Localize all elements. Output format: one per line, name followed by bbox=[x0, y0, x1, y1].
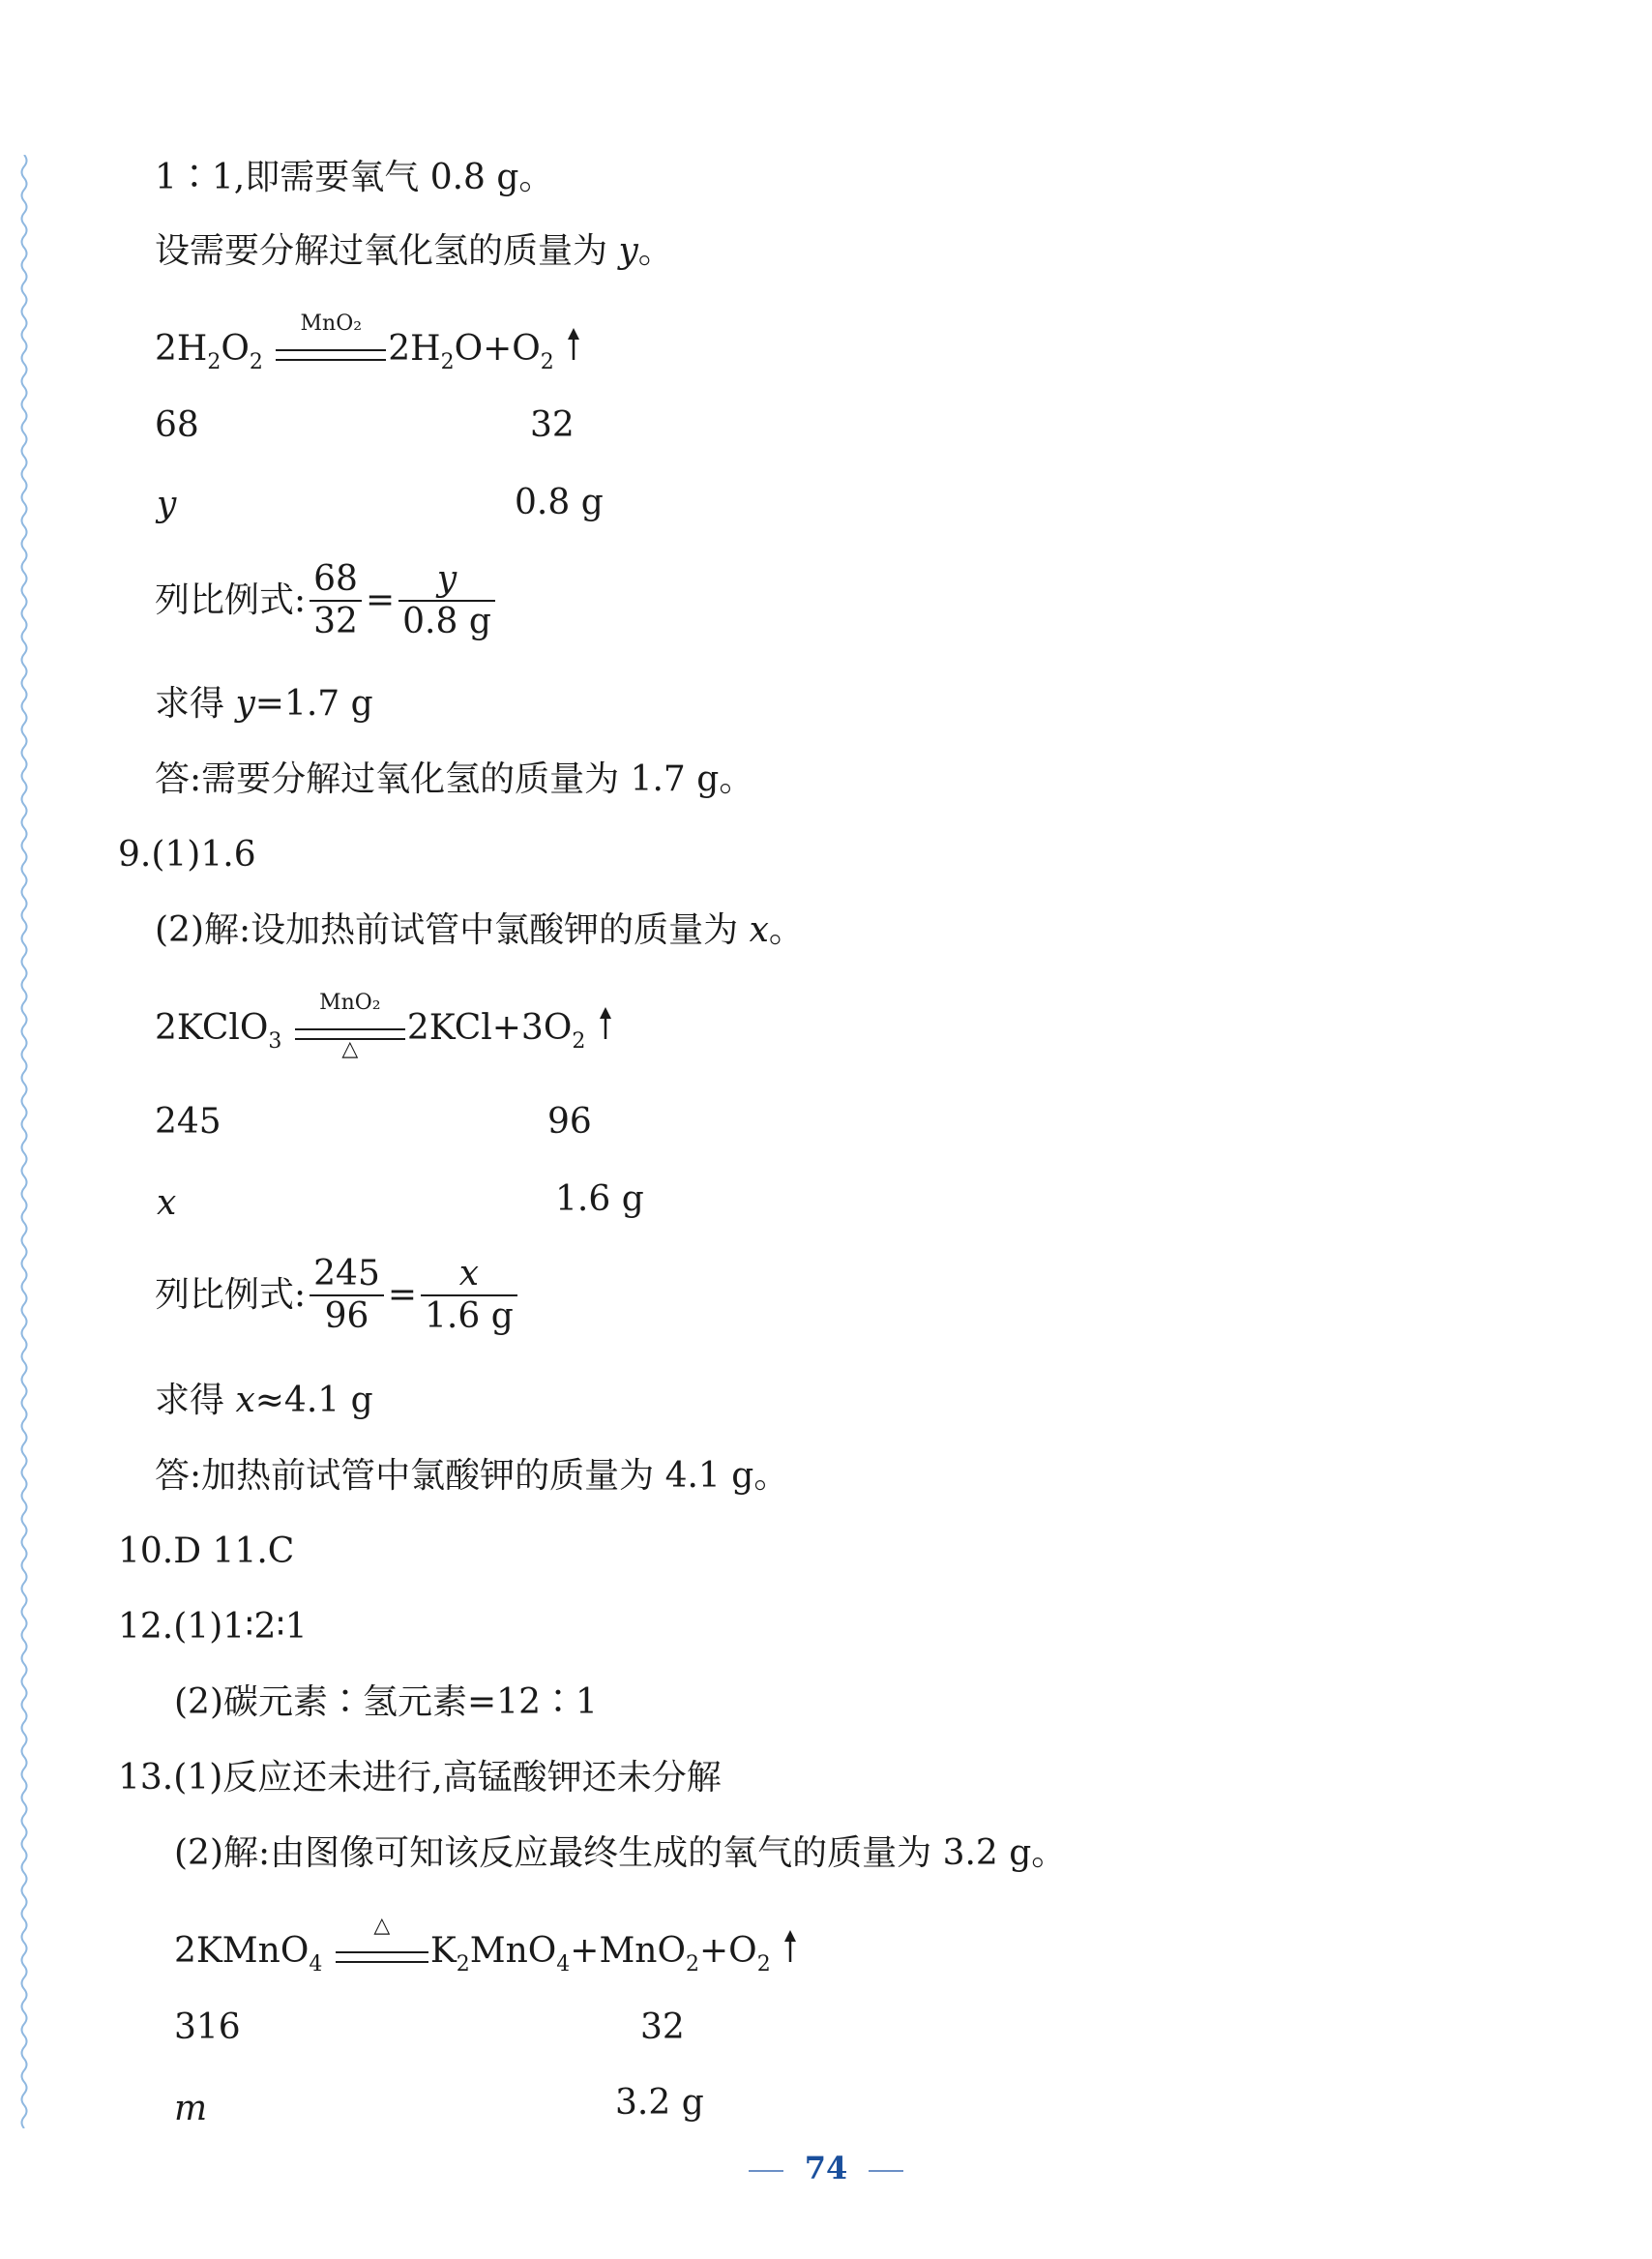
answer-2: 答:加热前试管中氯酸钾的质量为 4.1 g。 bbox=[155, 1456, 789, 1496]
question-9-part-2 bbox=[155, 909, 804, 952]
ratio-row-mass-2-left: x bbox=[157, 1183, 177, 1223]
answer-1: 答:需要分解过氧化氢的质量为 1.7 g。 bbox=[155, 759, 754, 799]
formula-part: MnO bbox=[469, 1931, 557, 1971]
ratio-row-molar-3-right: 32 bbox=[640, 2007, 685, 2047]
reaction-condition bbox=[274, 312, 388, 372]
text: 求得 bbox=[155, 684, 236, 724]
gas-arrow-icon bbox=[597, 1006, 614, 1041]
text: 。 bbox=[637, 231, 673, 271]
subscript: 2 bbox=[207, 350, 221, 374]
text: 。 bbox=[768, 910, 804, 950]
ratio-row-mass-2-right: 1.6 g bbox=[555, 1179, 644, 1219]
subscript: 4 bbox=[309, 1952, 323, 1977]
question-12-part-2: (2)碳元素∶氢元素=12∶1 bbox=[174, 1682, 598, 1722]
line-oxygen-needed: 1∶1,即需要氧气 0.8 g。 bbox=[155, 158, 554, 197]
formula-part: O bbox=[221, 329, 250, 369]
denominator: 96 bbox=[324, 1296, 369, 1336]
ratio-row-molar-1-right: 32 bbox=[530, 405, 575, 445]
gas-arrow-icon bbox=[565, 327, 582, 362]
proportion-2 bbox=[155, 1254, 521, 1337]
reaction-condition bbox=[293, 991, 407, 1061]
line-let-y bbox=[155, 230, 673, 273]
variable-y: y bbox=[618, 231, 638, 271]
page-number-dash-left bbox=[749, 2170, 783, 2172]
formula-part: 2H bbox=[388, 329, 441, 369]
ratio-row-mass-3-left: m bbox=[174, 2089, 208, 2128]
fraction bbox=[398, 559, 495, 642]
page-number-dash-right bbox=[869, 2170, 903, 2172]
formula-part: 2KClO bbox=[155, 1008, 269, 1048]
heat-symbol: △ bbox=[341, 1037, 359, 1061]
equation-kclo3 bbox=[155, 991, 614, 1063]
fraction bbox=[310, 559, 362, 642]
heat-symbol: △ bbox=[373, 1914, 391, 1938]
formula-part: +O bbox=[699, 1931, 757, 1971]
ratio-row-molar-2-left: 245 bbox=[155, 1102, 221, 1142]
subscript: 2 bbox=[540, 350, 554, 374]
ratio-row-molar-3-left: 316 bbox=[174, 2007, 241, 2047]
text: ≈4.1 g bbox=[254, 1381, 373, 1420]
formula-part: O+O bbox=[454, 329, 541, 369]
solve-x bbox=[155, 1380, 373, 1422]
solve-y bbox=[155, 683, 373, 726]
question-12-part-1: 12.(1)1∶2∶1 bbox=[118, 1607, 308, 1647]
subscript: 2 bbox=[686, 1952, 700, 1977]
question-13-part-2: (2)解:由图像可知该反应最终生成的氧气的质量为 3.2 g。 bbox=[174, 1833, 1067, 1873]
equals: = bbox=[365, 580, 396, 620]
subscript: 2 bbox=[456, 1952, 470, 1977]
text: 设需要分解过氧化氢的质量为 bbox=[155, 231, 619, 271]
page-number bbox=[0, 2150, 1652, 2186]
formula-part: 2H bbox=[155, 329, 208, 369]
questions-10-11: 10.D 11.C bbox=[118, 1531, 295, 1571]
numerator: 68 bbox=[310, 559, 362, 602]
subscript: 2 bbox=[440, 350, 455, 374]
numerator: 245 bbox=[310, 1254, 384, 1296]
denominator: 1.6 g bbox=[425, 1296, 514, 1336]
subscript: 2 bbox=[756, 1952, 771, 1977]
numerator: x bbox=[421, 1254, 517, 1296]
formula-part: +MnO bbox=[570, 1931, 687, 1971]
page-number-text: 74 bbox=[804, 2150, 848, 2186]
text: 求得 bbox=[155, 1381, 236, 1420]
subscript: 3 bbox=[268, 1029, 282, 1054]
formula-part: 2KMnO bbox=[174, 1931, 310, 1971]
question-13-part-1: 13.(1)反应还未进行,高锰酸钾还未分解 bbox=[118, 1758, 722, 1798]
question-9-part-1: 9.(1)1.6 bbox=[118, 835, 256, 875]
equals: = bbox=[387, 1275, 418, 1315]
double-line bbox=[336, 1951, 428, 1963]
proportion-label: 列比例式: bbox=[155, 1275, 307, 1315]
equation-h2o2 bbox=[155, 312, 582, 384]
fraction bbox=[310, 1254, 384, 1337]
double-line bbox=[276, 349, 386, 361]
text: (2)解:设加热前试管中氯酸钾的质量为 bbox=[155, 910, 750, 950]
equation-kmno4 bbox=[174, 1914, 799, 1986]
subscript: 2 bbox=[249, 350, 263, 374]
text: =1.7 g bbox=[254, 684, 373, 724]
ratio-row-mass-1-right: 0.8 g bbox=[515, 483, 604, 522]
numerator: y bbox=[398, 559, 495, 602]
proportion-label: 列比例式: bbox=[155, 580, 307, 620]
proportion-1 bbox=[155, 559, 499, 642]
formula-part: 2KCl+3O bbox=[406, 1008, 573, 1048]
variable-x: x bbox=[749, 910, 769, 950]
wavy-margin-border bbox=[17, 155, 31, 2128]
denominator: 0.8 g bbox=[402, 602, 491, 641]
ratio-row-mass-1-left: y bbox=[157, 485, 177, 524]
subscript: 2 bbox=[572, 1029, 586, 1054]
variable-y: y bbox=[235, 684, 255, 724]
ratio-row-molar-1-left: 68 bbox=[155, 405, 199, 445]
gas-arrow-icon bbox=[782, 1929, 799, 1964]
catalyst-label: MnO₂ bbox=[319, 991, 381, 1015]
ratio-row-molar-2-right: 96 bbox=[547, 1102, 592, 1142]
ratio-row-mass-3-right: 3.2 g bbox=[615, 2083, 704, 2123]
formula-part: K bbox=[429, 1931, 457, 1971]
reaction-condition bbox=[334, 1914, 430, 1975]
denominator: 32 bbox=[313, 602, 358, 641]
fraction bbox=[421, 1254, 517, 1337]
variable-x: x bbox=[235, 1381, 255, 1420]
catalyst-label: MnO₂ bbox=[300, 312, 363, 336]
subscript: 4 bbox=[556, 1952, 571, 1977]
